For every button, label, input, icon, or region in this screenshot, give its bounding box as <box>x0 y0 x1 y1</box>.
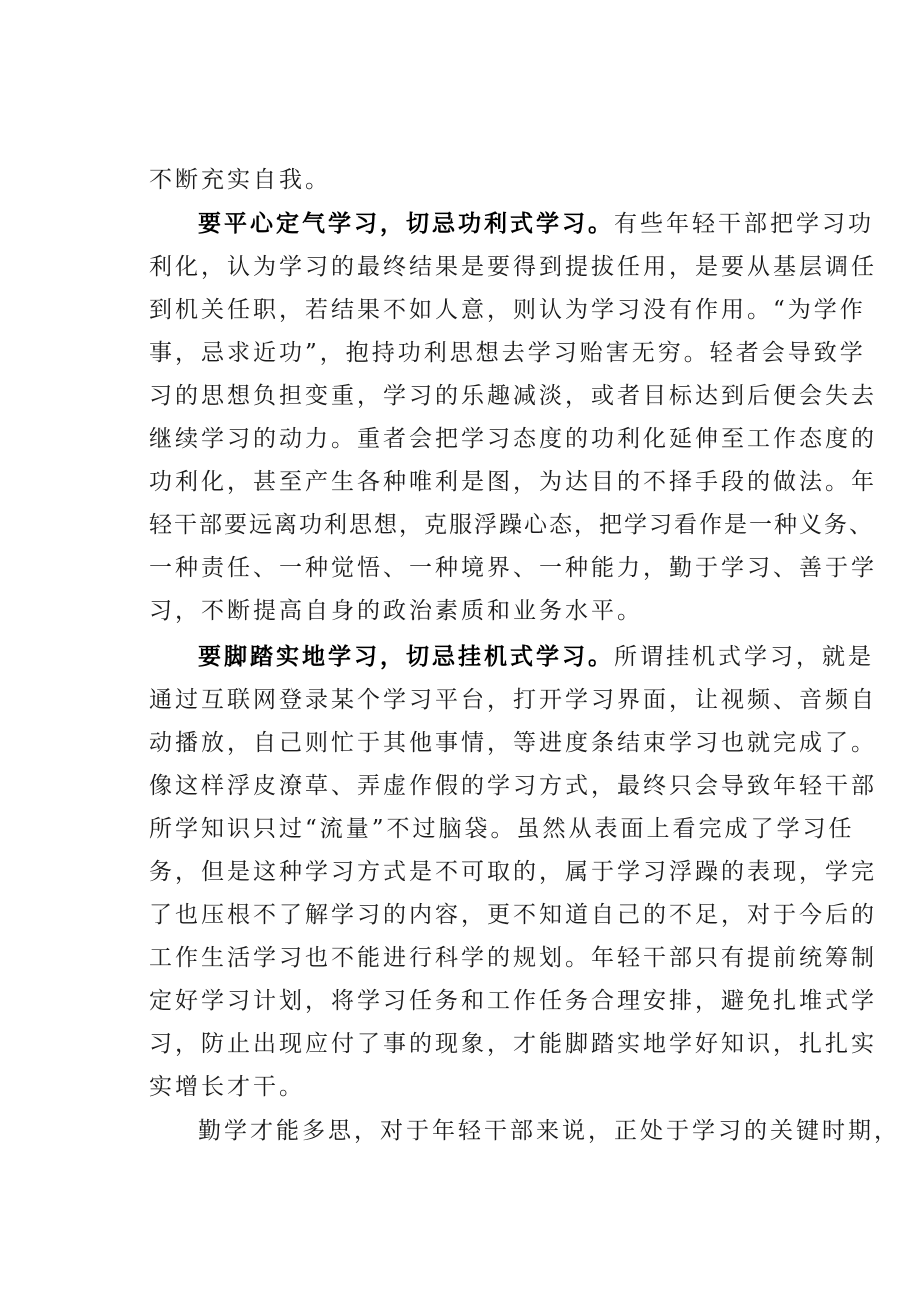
text-line: 勤学才能多思，对于年轻干部来说，正处于学习的关键时期， <box>198 1118 900 1144</box>
paragraph-2-heading: 要脚踏实地学习，切忌挂机式学习。 <box>198 643 614 670</box>
text-line: 工作生活学习也不能进行科学的规划。年轻干部只有提前统筹制 <box>149 945 877 971</box>
text-line: 了也压根不了解学习的内容，更不知道自己的不足，对于今后的 <box>149 902 877 928</box>
text-line: 事，忌求近功”，抱持功利思想去学习贻害无穷。轻者会导致学 <box>149 340 866 366</box>
text-line: 像这样浮皮潦草、弄虚作假的学习方式，最终只会导致年轻干部 <box>149 773 877 799</box>
text-line: 习，防止出现应付了事的现象，才能脚踏实地学好知识，扎扎实 <box>149 1031 877 1057</box>
text-line: 务，但是这种学习方式是不可取的，属于学习浮躁的表现，学完 <box>149 859 877 885</box>
paragraph-2-first-line <box>198 637 874 677</box>
text-line: 轻干部要远离功利思想，克服浮躁心态，把学习看作是一种义务、 <box>149 512 874 538</box>
paragraph-1-heading: 要平心定气学习，切忌功利式学习。 <box>198 210 614 237</box>
text-line: 不断充实自我。 <box>149 167 331 193</box>
text-line: 动播放，自己则忙于其他事情，等进度条结束学习也就完成了。 <box>149 730 877 756</box>
text-line: 习的思想负担变重，学习的乐趣减淡，或者目标达到后便会失去 <box>149 383 877 409</box>
text-line: 习，不断提高自身的政治素质和业务水平。 <box>149 598 643 624</box>
text-line: 实增长才干。 <box>149 1074 305 1100</box>
paragraph-1-lead: 有些年轻干部把学习功 <box>614 211 874 237</box>
text-line: 功利化，甚至产生各种唯利是图，为达目的不择手段的做法。年 <box>149 469 877 495</box>
text-line: 继续学习的动力。重者会把学习态度的功利化延伸至工作态度的 <box>149 426 877 452</box>
text-line: 所学知识只过“流量”不过脑袋。虽然从表面上看完成了学习任 <box>149 816 855 842</box>
paragraph-1-first-line <box>198 204 874 244</box>
text-line: 利化，认为学习的最终结果是要得到提拔任用，是要从基层调任 <box>149 254 877 280</box>
text-line: 一种责任、一种觉悟、一种境界、一种能力，勤于学习、善于学 <box>149 555 877 581</box>
text-line: 定好学习计划，将学习任务和工作任务合理安排，避免扎堆式学 <box>149 988 877 1014</box>
paragraph-2-lead: 所谓挂机式学习，就是 <box>614 644 874 670</box>
text-line: 通过互联网登录某个学习平台，打开学习界面，让视频、音频自 <box>149 687 877 713</box>
text-line: 到机关任职，若结果不如人意，则认为学习没有作用。“为学作 <box>149 297 866 323</box>
